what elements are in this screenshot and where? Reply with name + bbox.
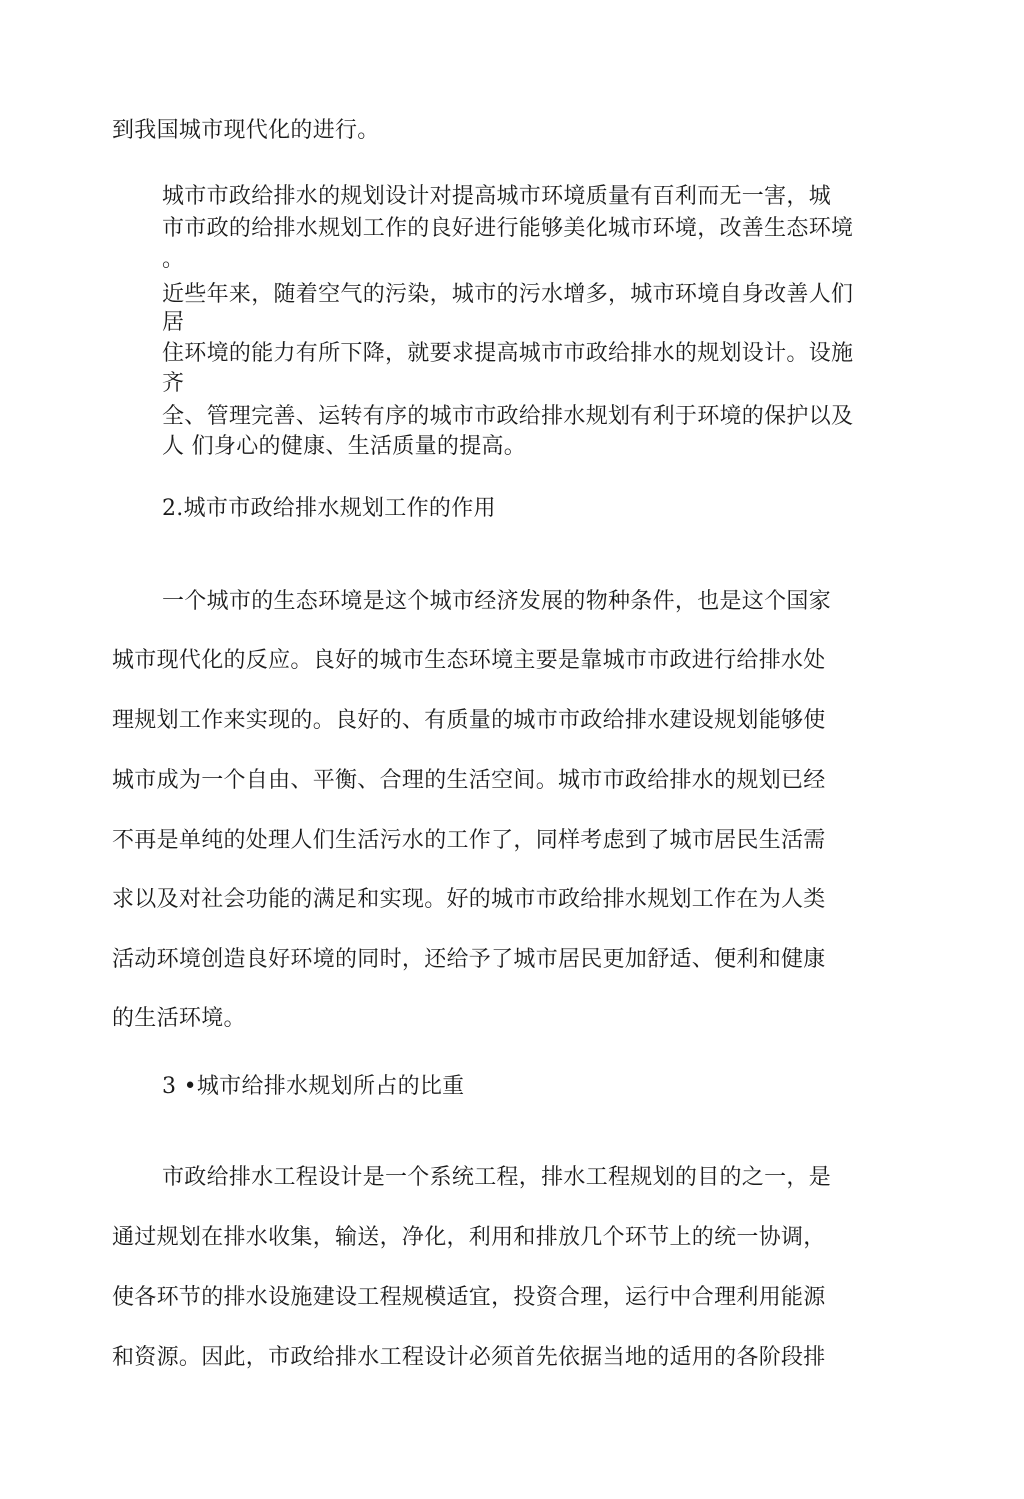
- para2-line-6: 求以及对社会功能的满足和实现。好的城市市政给排水规划工作在为人类: [112, 887, 826, 912]
- para2-line-8: 的生活环境。: [112, 1006, 246, 1031]
- para3-line-2: 通过规划在排水收集，输送，净化，利用和排放几个环节上的统一协调，: [112, 1225, 826, 1250]
- section-heading-2: 2.城市市政给排水规划工作的作用: [162, 496, 496, 521]
- block1-line-6: 住环境的能力有所下降，就要求提高城市市政给排水的规划设计。设施: [162, 341, 854, 366]
- block1-line-8: 全、管理完善、运转有序的城市市政给排水规划有利于环境的保护以及: [162, 404, 854, 429]
- para2-line-4: 城市成为一个自由、平衡、合理的生活空间。城市市政给排水的规划已经: [112, 768, 826, 793]
- para3-line-1: 市政给排水工程设计是一个系统工程，排水工程规划的目的之一，是: [162, 1165, 832, 1190]
- para2-line-7: 活动环境创造良好环境的同时，还给予了城市居民更加舒适、便利和健康: [112, 947, 826, 972]
- block1-line-2: 市市政的给排水规划工作的良好进行能够美化城市环境，改善生态环境: [162, 216, 854, 241]
- para3-line-3: 使各环节的排水设施建设工程规模适宜，投资合理，运行中合理利用能源: [112, 1285, 826, 1310]
- para3-line-4: 和资源。因此，市政给排水工程设计必须首先依据当地的适用的各阶段排: [112, 1345, 826, 1370]
- block1-line-3: 。: [162, 247, 185, 272]
- block1-line-5: 居: [162, 310, 185, 335]
- block1-line-4: 近些年来，随着空气的污染，城市的污水增多，城市环境自身改善人们: [162, 282, 854, 307]
- block1-line-9: 人 们身心的健康、生活质量的提高。: [162, 434, 527, 459]
- paragraph-intro-end: 到我国城市现代化的进行。: [112, 118, 380, 143]
- block1-line-1: 城市市政给排水的规划设计对提高城市环境质量有百利而无一害，城: [162, 184, 832, 209]
- section-heading-3: 3 •城市给排水规划所占的比重: [162, 1074, 465, 1099]
- block1-line-7: 齐: [162, 371, 185, 396]
- para2-line-3: 理规划工作来实现的。良好的、有质量的城市市政给排水建设规划能够使: [112, 708, 826, 733]
- para2-line-5: 不再是单纯的处理人们生活污水的工作了，同样考虑到了城市居民生活需: [112, 828, 826, 853]
- para2-line-1: 一个城市的生态环境是这个城市经济发展的物种条件，也是这个国家: [162, 589, 832, 614]
- para2-line-2: 城市现代化的反应。良好的城市生态环境主要是靠城市市政进行给排水处: [112, 648, 826, 673]
